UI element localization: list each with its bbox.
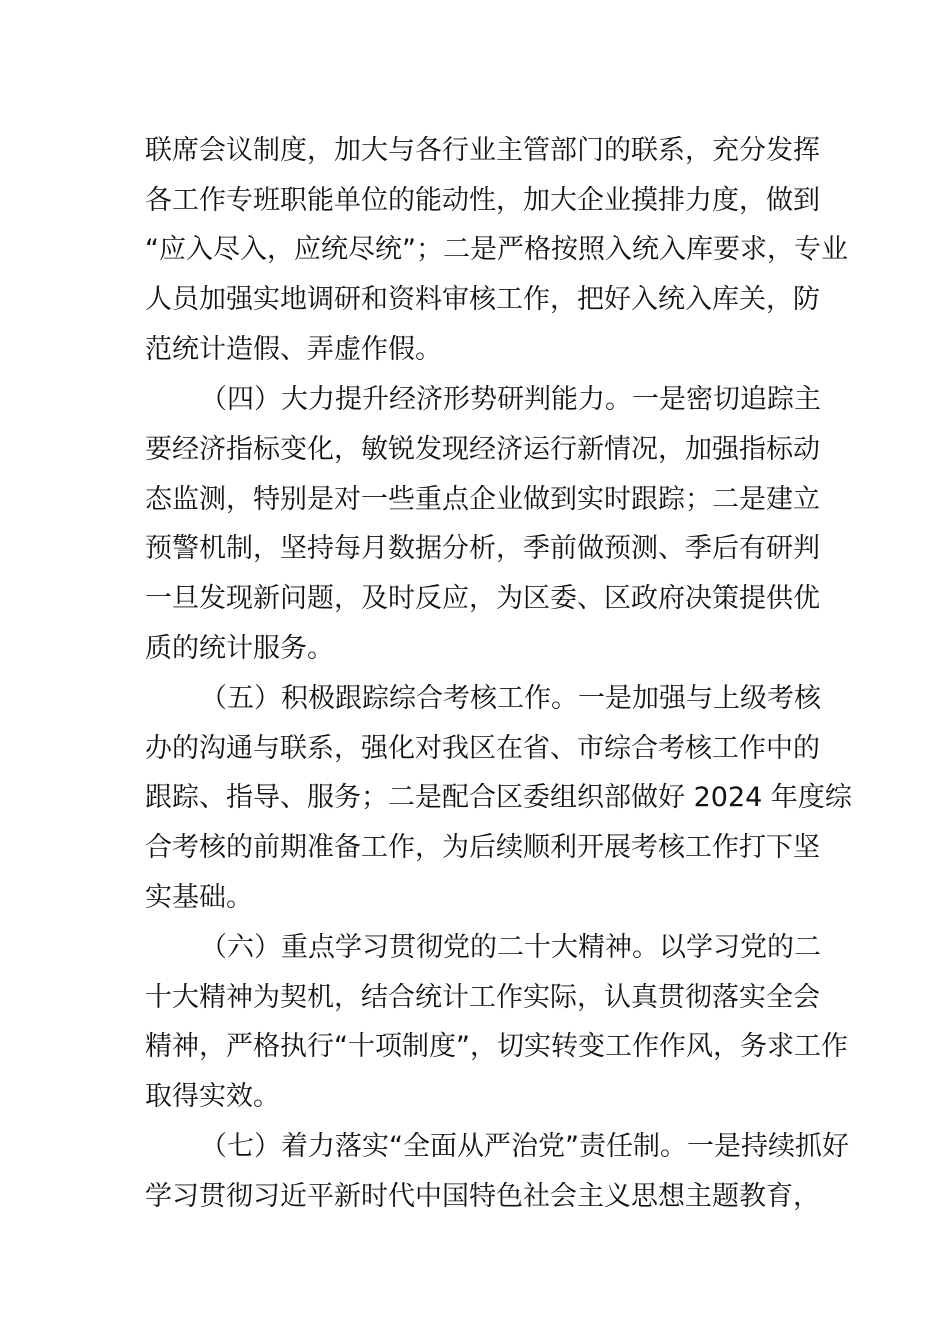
text-line: 人员加强实地调研和资料审核工作，把好入统入库关，防 <box>145 284 820 315</box>
text-line: 十大精神为契机，结合统计工作实际，认真贯彻落实全会 <box>145 982 820 1013</box>
text-line: 范统计造假、弄虚作假。 <box>145 334 442 365</box>
text-line: 办的沟通与联系，强化对我区在省、市综合考核工作中的 <box>145 733 820 764</box>
text-line: 实基础。 <box>145 882 253 913</box>
section-heading-line: （六）重点学习贯彻党的二十大精神。以学习党的二 <box>200 932 821 963</box>
text-line: 精神，严格执行“十项制度”，切实转变工作作风，务求工作 <box>145 1031 848 1062</box>
text-line: 跟踪、指导、服务；二是配合区委组织部做好 2024 年度综 <box>145 782 852 813</box>
section-heading-line: （四）大力提升经济形势研判能力。一是密切追踪主 <box>200 384 821 415</box>
text-line: 一旦发现新问题，及时反应，为区委、区政府决策提供优 <box>145 583 820 614</box>
text-line: 联席会议制度，加大与各行业主管部门的联系，充分发挥 <box>145 135 820 166</box>
text-line: 合考核的前期准备工作，为后续顺利开展考核工作打下坚 <box>145 832 820 863</box>
text-line: 取得实效。 <box>145 1081 280 1112</box>
text-line: 预警机制，坚持每月数据分析，季前做预测、季后有研判 <box>145 533 820 564</box>
section-heading-line: （五）积极跟踪综合考核工作。一是加强与上级考核 <box>200 683 821 714</box>
section-heading-line: （七）着力落实“全面从严治党”责任制。一是持续抓好 <box>200 1131 849 1162</box>
text-line: 各工作专班职能单位的能动性，加大企业摸排力度，做到 <box>145 185 820 216</box>
text-line: 要经济指标变化，敏锐发现经济运行新情况，加强指标动 <box>145 434 820 465</box>
text-line: “应入尽入，应统尽统”；二是严格按照入统入库要求，专业 <box>145 234 848 265</box>
text-line: 学习贯彻习近平新时代中国特色社会主义思想主题教育， <box>145 1181 820 1212</box>
text-line: 态监测，特别是对一些重点企业做到实时跟踪；二是建立 <box>145 484 820 515</box>
text-line: 质的统计服务。 <box>145 633 334 664</box>
